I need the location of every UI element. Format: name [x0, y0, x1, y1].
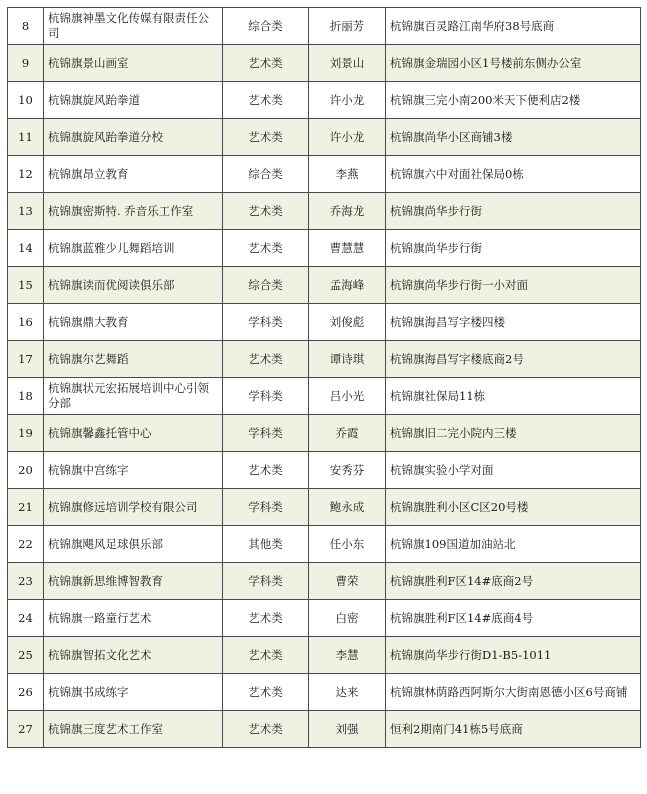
table-row: [8, 45, 641, 82]
institution-address: 恒利2期南门41栋5号底商: [386, 711, 641, 748]
contact-person: 李燕: [309, 156, 386, 193]
institution-type: 艺术类: [223, 637, 309, 674]
row-number: 27: [8, 711, 44, 748]
institution-type: 艺术类: [223, 45, 309, 82]
contact-person: 鲍永成: [309, 489, 386, 526]
institution-address: 杭锦旗林荫路西阿斯尔大街南恩德小区6号商铺: [386, 674, 641, 711]
row-number: 18: [8, 378, 44, 415]
institution-type: 综合类: [223, 8, 309, 45]
contact-person: 许小龙: [309, 119, 386, 156]
institution-name: 杭锦旗昂立教育: [44, 156, 223, 193]
institution-name: 杭锦旗蓝雅少儿舞蹈培训: [44, 230, 223, 267]
institution-address: 杭锦旗胜利小区C区20号楼: [386, 489, 641, 526]
institution-type: 艺术类: [223, 82, 309, 119]
institution-type: 艺术类: [223, 119, 309, 156]
institution-name: 杭锦旗飓风足球俱乐部: [44, 526, 223, 563]
contact-person: 乔霞: [309, 415, 386, 452]
table-row: [8, 341, 641, 378]
institution-name: 杭锦旗尔艺舞蹈: [44, 341, 223, 378]
institution-table: [7, 7, 641, 748]
row-number: 9: [8, 45, 44, 82]
table-row: [8, 267, 641, 304]
institution-name: 杭锦旗神墨文化传媒有限责任公司: [44, 8, 223, 45]
institution-name: 杭锦旗修远培训学校有限公司: [44, 489, 223, 526]
institution-type: 学科类: [223, 563, 309, 600]
institution-address: 杭锦旗胜利F区14#底商4号: [386, 600, 641, 637]
institution-address: 杭锦旗三完小南200米天下便利店2楼: [386, 82, 641, 119]
institution-type: 学科类: [223, 378, 309, 415]
table-row: [8, 156, 641, 193]
institution-address: 杭锦旗尚华步行街一小对面: [386, 267, 641, 304]
contact-person: 白密: [309, 600, 386, 637]
institution-address: 杭锦旗旧二完小院内三楼: [386, 415, 641, 452]
table-row: [8, 711, 641, 748]
table-row: [8, 230, 641, 267]
institution-address: 杭锦旗胜利F区14#底商2号: [386, 563, 641, 600]
table-row: [8, 600, 641, 637]
row-number: 21: [8, 489, 44, 526]
institution-type: 学科类: [223, 489, 309, 526]
row-number: 26: [8, 674, 44, 711]
row-number: 11: [8, 119, 44, 156]
row-number: 17: [8, 341, 44, 378]
table-row: [8, 378, 641, 415]
contact-person: 孟海峰: [309, 267, 386, 304]
institution-type: 学科类: [223, 415, 309, 452]
institution-type: 艺术类: [223, 600, 309, 637]
row-number: 25: [8, 637, 44, 674]
contact-person: 曹慧慧: [309, 230, 386, 267]
row-number: 23: [8, 563, 44, 600]
contact-person: 安秀芬: [309, 452, 386, 489]
institution-address: 杭锦旗海昌写字楼底商2号: [386, 341, 641, 378]
institution-address: 杭锦旗社保局11栋: [386, 378, 641, 415]
row-number: 13: [8, 193, 44, 230]
row-number: 12: [8, 156, 44, 193]
institution-type: 艺术类: [223, 193, 309, 230]
institution-name: 杭锦旗一路童行艺术: [44, 600, 223, 637]
institution-type: 综合类: [223, 156, 309, 193]
table-row: [8, 415, 641, 452]
institution-address: 杭锦旗百灵路江南华府38号底商: [386, 8, 641, 45]
contact-person: 谭诗琪: [309, 341, 386, 378]
contact-person: 乔海龙: [309, 193, 386, 230]
institution-type: 艺术类: [223, 341, 309, 378]
table-row: [8, 82, 641, 119]
institution-name: 杭锦旗书成练字: [44, 674, 223, 711]
row-number: 15: [8, 267, 44, 304]
institution-address: 杭锦旗尚华步行街: [386, 230, 641, 267]
table-row: [8, 119, 641, 156]
institution-name: 杭锦旗景山画室: [44, 45, 223, 82]
row-number: 16: [8, 304, 44, 341]
row-number: 19: [8, 415, 44, 452]
institution-address: 杭锦旗109国道加油站北: [386, 526, 641, 563]
table-row: [8, 452, 641, 489]
row-number: 20: [8, 452, 44, 489]
table-row: [8, 526, 641, 563]
table-row: [8, 193, 641, 230]
table-row: [8, 8, 641, 45]
institution-name: 杭锦旗鼎大教育: [44, 304, 223, 341]
row-number: 8: [8, 8, 44, 45]
contact-person: 折丽芳: [309, 8, 386, 45]
table-row: [8, 304, 641, 341]
institution-address: 杭锦旗海昌写字楼四楼: [386, 304, 641, 341]
institution-address: 杭锦旗尚华步行街D1-B5-1011: [386, 637, 641, 674]
institution-address: 杭锦旗尚华步行街: [386, 193, 641, 230]
institution-name: 杭锦旗状元宏拓展培训中心引领分部: [44, 378, 223, 415]
institution-address: 杭锦旗尚华小区商铺3楼: [386, 119, 641, 156]
contact-person: 许小龙: [309, 82, 386, 119]
institution-name: 杭锦旗中宫练字: [44, 452, 223, 489]
contact-person: 李慧: [309, 637, 386, 674]
row-number: 14: [8, 230, 44, 267]
table-row: [8, 563, 641, 600]
table-body: [8, 8, 641, 748]
contact-person: 任小东: [309, 526, 386, 563]
contact-person: 曹荣: [309, 563, 386, 600]
contact-person: 刘景山: [309, 45, 386, 82]
institution-name: 杭锦旗馨鑫托管中心: [44, 415, 223, 452]
table-row: [8, 674, 641, 711]
contact-person: 吕小光: [309, 378, 386, 415]
institution-type: 艺术类: [223, 711, 309, 748]
institution-name: 杭锦旗旋风跆拳道分校: [44, 119, 223, 156]
institution-name: 杭锦旗智拓文化艺术: [44, 637, 223, 674]
row-number: 24: [8, 600, 44, 637]
row-number: 22: [8, 526, 44, 563]
contact-person: 达来: [309, 674, 386, 711]
institution-name: 杭锦旗读而优阅读俱乐部: [44, 267, 223, 304]
institution-name: 杭锦旗新思维博智教育: [44, 563, 223, 600]
institution-name: 杭锦旗旋风跆拳道: [44, 82, 223, 119]
institution-type: 学科类: [223, 304, 309, 341]
institution-address: 杭锦旗实验小学对面: [386, 452, 641, 489]
row-number: 10: [8, 82, 44, 119]
institution-type: 综合类: [223, 267, 309, 304]
institution-name: 杭锦旗密斯特. 乔音乐工作室: [44, 193, 223, 230]
table-row: [8, 637, 641, 674]
contact-person: 刘强: [309, 711, 386, 748]
institution-name: 杭锦旗三度艺术工作室: [44, 711, 223, 748]
institution-type: 艺术类: [223, 452, 309, 489]
contact-person: 刘俊彪: [309, 304, 386, 341]
table-row: [8, 489, 641, 526]
institution-address: 杭锦旗六中对面社保局0栋: [386, 156, 641, 193]
institution-address: 杭锦旗金瑞园小区1号楼前东侧办公室: [386, 45, 641, 82]
institution-type: 艺术类: [223, 674, 309, 711]
institution-type: 其他类: [223, 526, 309, 563]
institution-type: 艺术类: [223, 230, 309, 267]
